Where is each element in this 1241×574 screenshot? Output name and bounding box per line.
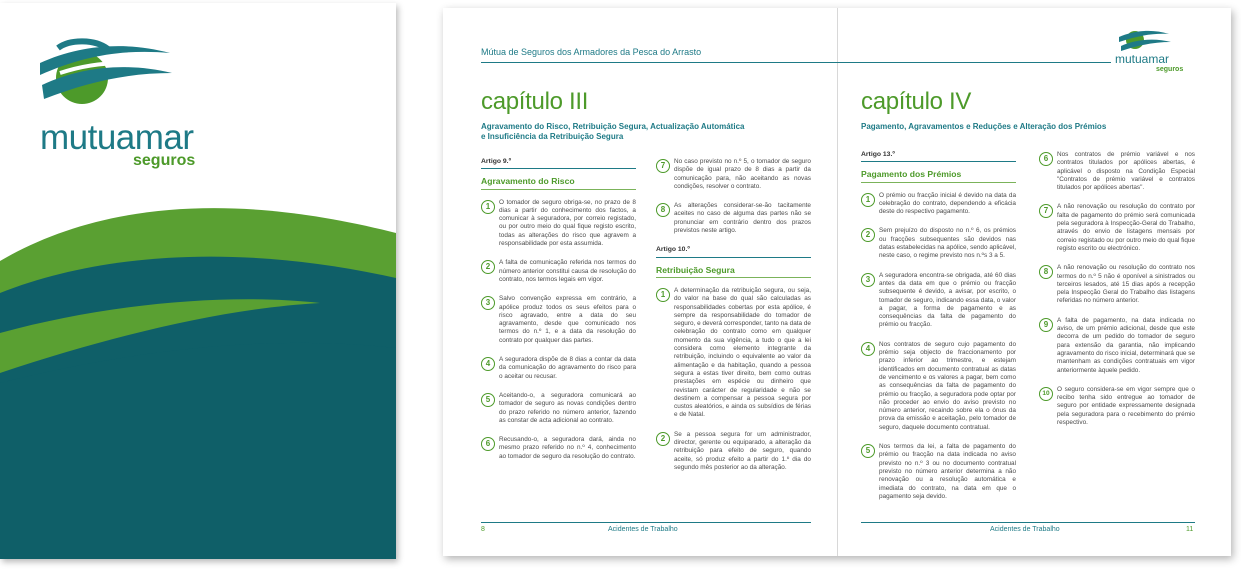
header-rule-right [837,62,1111,63]
numbered-clause [861,192,1016,217]
clause-text: A não renovação ou resolução do contrato por falta de pagamento do prémio será comunicada pela seguradora à Inspecção-Geral do Trabalho, através do envio de listagens mensais por correio registado ou por outro meio do qual fique registo escrito ou electrónico. [1057,203,1195,252]
numbered-clause [481,259,636,284]
clause-number-badge: 9 [1039,318,1053,332]
left-page-column-2 [656,158,811,483]
clause-text: O seguro considera-se em vigor sempre que o recibo tenha sido entregue ao tomador de seguro por entidade expressamente designada pela seguradora para o recebimento do prémio respectivo. [1057,385,1195,427]
numbered-clause [656,431,811,472]
footer-title-right: Acidentes de Trabalho [990,526,1060,533]
brochure-cover [0,3,396,559]
numbered-clause [656,202,811,235]
numbered-clause [1039,151,1195,192]
numbered-clause [861,443,1016,501]
document-spread [443,8,1231,556]
clause-text: Sem prejuízo do disposto no n.º 6, os prémios ou fracções subsequentes são devidos nas datas estabelecidas na apólice, sendo aplicável, neste caso, o regime previsto nos n.ºs 3 a 5. [879,227,1016,260]
section-heading: Pagamento dos Prémios [861,170,1016,182]
clause-text: Se a pessoa segura for um administrador, director, gerente ou equiparado, a alteração da retribuição para efeito de seguro, quando aceite, só produz efeito a partir do 1.º dia do segundo mês posterior ao da alteração. [674,430,811,471]
header-rule-left [481,62,837,63]
clause-text: O tomador de seguro obriga-se, no prazo de 8 dias a partir do conhecimento dos factos, a comunicar à seguradora, por correio registado, ou por outro meio do qual fique registo escrito, todas as alterações do risco que agravem a responsabilidade por esta assumida. [499,198,636,248]
numbered-clause [861,272,1016,330]
clause-text: No caso previsto no n.º 5, o tomador de seguro dispõe de igual prazo de 8 dias a partir da comunicação para, não aceitando as novas condições, resolver o contrato. [674,158,811,190]
clause-text: Recusando-o, a seguradora dará, ainda no mesmo prazo referido no n.º 4, conhecimento ao tomador de seguro da resolução do contrato. [499,436,636,460]
clause-number-badge: 7 [1039,204,1053,218]
page-number-right: 11 [1186,526,1194,533]
numbered-clause [1039,317,1195,375]
clause-number-badge: 2 [861,228,875,242]
chapter-iii-subtitle [481,122,781,142]
clause-number-badge: 10 [1039,387,1053,401]
numbered-clause [1039,203,1195,253]
clause-number-badge: 1 [656,288,670,302]
footer-rule-right [861,522,1195,523]
numbered-clause [656,287,811,420]
clause-number-badge: 6 [481,437,495,451]
section-heading: Retribuição Segura [656,266,811,278]
header-logo-subtitle: seguros [1156,66,1184,73]
clause-number-badge: 2 [481,260,495,274]
clause-number-badge: 3 [861,273,875,287]
numbered-clause [481,356,636,381]
clause-number-badge: 8 [1039,265,1053,279]
header-title: Mútua de Seguros dos Armadores da Pesca do Arrasto [481,47,702,57]
article-heading: Artigo 10.º [656,246,811,257]
clause-text: A não renovação ou resolução do contrato nos termos do n.º 5 não é oponível a sinistrados ou terceiros lesados, até 15 dias após a recepção pela Inspecção Geral do Trabalho das listagens referidas no número anterior. [1057,264,1195,305]
clause-text: Aceitando-o, a seguradora comunicará ao tomador de seguro as novas condições dentro do prazo referido no número anterior, fazendo as constar de acta adicional ao contrato. [499,391,636,424]
clause-number-badge: 6 [1039,152,1053,166]
cover-wave-artwork [0,3,396,559]
page-number-left: 8 [481,526,485,533]
numbered-clause [861,341,1016,432]
chapter-subtitle-line: Pagamento, Agravamentos e Reduções e Alteração dos Prémios [861,122,1107,131]
article-heading: Artigo 9.º [481,158,636,169]
clause-text: Nos termos da lei, a falta de pagamento do prémio ou fracção na data indicada no aviso previsto no n.º 3 ou no documento contratual previsto no número anterior determina a não renovação ou a resolução automática e imediata do contrato, na data em que o pagamento seja devido. [879,443,1016,500]
clause-number-badge: 1 [481,200,495,214]
right-page-column-2 [1039,151,1195,438]
section-heading: Agravamento do Risco [481,177,636,189]
header-logo-name: mutuamar [1115,52,1170,66]
clause-number-badge: 2 [656,432,670,446]
footer-rule-left [481,522,811,523]
clause-text: A seguradora dispõe de 8 dias a contar da data da comunicação do agravamento do risco para o aceitar ou recusar. [499,356,636,380]
clause-text: Salvo convenção expressa em contrário, a apólice produz todos os seus efeitos para o risco agravado, entre a data do seu agravamento, desde que comunicado nos termos do n.º 1, e a data da resolução do contrato por qualquer das partes. [499,295,636,344]
clause-text: A seguradora encontra-se obrigada, até 60 dias antes da data em que o prémio ou fracção subsequente é devido, a avisar, por escrito, o tomador de seguro, indicando essa data, o valor a pagar, a forma de pagamento e as consequências da falta de pagamento do prémio ou fracção. [879,271,1016,329]
clause-text: A determinação da retribuição segura, ou seja, do valor na base do qual são calculadas as responsabilidades cobertas por esta apólice, é sempre da responsabilidade do tomador de seguro, e deverá corresponder, tanto na data de celebração do contrato como em qualquer momento da sua vigência, a tudo o que a lei considera como elemento integrante da retribuição, incluindo o equivalente ao valor da alimentação e da habitação, quando a pessoa segura a estas tiver direito, bem como outras prestações em espécie ou dinheiro que revistam carácter de regularidade e não se destinem a compensar a pessoa segura por custos aleatórios, e ainda os subsídios de férias e de Natal. [674,286,811,419]
numbered-clause [861,227,1016,260]
clause-number-badge: 3 [481,296,495,310]
cover-brand-subtitle: seguros [133,152,196,169]
mutuamar-logo-icon [40,41,172,104]
numbered-clause [1039,386,1195,427]
chapter-iv-subtitle [861,122,1181,132]
clause-text: Nos contratos de prémio variável e nos contratos titulados por apólices abertas, é aplicável o disposto na Condição Especial "Contratos de prémio variável e contratos titulados por apólices abertas". [1057,151,1195,192]
numbered-clause [481,436,636,461]
clause-number-badge: 5 [481,393,495,407]
chapter-subtitle-line: e Insuficiência da Retribuição Segura [481,132,624,141]
right-page-column-1 [861,151,1016,512]
numbered-clause [481,199,636,249]
numbered-clause [481,392,636,425]
numbered-clause [481,295,636,345]
footer-title-left: Acidentes de Trabalho [608,526,678,533]
clause-text: Nos contratos de seguro cujo pagamento do prémio seja objecto de fraccionamento por prazo inferior ao trimestre, e estejam identificados em documento contratual as datas de vencimento e os valores a pagar, bem como as consequências da falta de pagamento do prémio ou fracção, a seguradora pode optar por não proceder ao envio do aviso previsto no número anterior, recaindo sobre ela o ónus da prova da emissão e aceitação, pelo tomador de seguro, daquele documento contratual. [879,340,1016,431]
left-page-column-1 [481,158,636,472]
clause-text: O prémio ou fracção inicial é devido na data da celebração do contrato, dependendo a eficácia deste do respectivo pagamento. [879,191,1016,216]
clause-text: A falta de comunicação referida nos termos do número anterior constitui causa de resolução do contrato, nos termos legais em vigor. [499,259,636,283]
clause-number-badge: 4 [481,357,495,371]
article-heading: Artigo 13.º [861,151,1016,162]
clause-number-badge: 1 [861,193,875,207]
numbered-clause [1039,264,1195,305]
chapter-iv-title: capítulo IV [861,88,972,115]
clause-text: As alterações considerar-se-ão tacitamente aceites no caso de alguma das partes não se pronunciar em contrário dentro dos prazos previstos neste artigo. [674,202,811,235]
clause-number-badge: 4 [861,342,875,356]
numbered-clause [656,158,811,191]
cover-brand-name: mutuamar [40,118,194,157]
clause-text: A falta de pagamento, na data indicada no aviso, de um prémio adicional, desde que este decorra de um pedido do tomador de seguro para extensão da garantia, não implicando agravamento do risco inicial, determinará que se mantenham as condições contratuais em vigor anteriormente àquele pedido. [1057,316,1195,374]
clause-number-badge: 8 [656,203,670,217]
clause-number-badge: 7 [656,159,670,173]
clause-number-badge: 5 [861,444,875,458]
chapter-subtitle-line: Agravamento do Risco, Retribuição Segura, Actualização Automática [481,122,745,131]
page-fold [837,8,838,556]
chapter-iii-title: capítulo III [481,88,589,115]
